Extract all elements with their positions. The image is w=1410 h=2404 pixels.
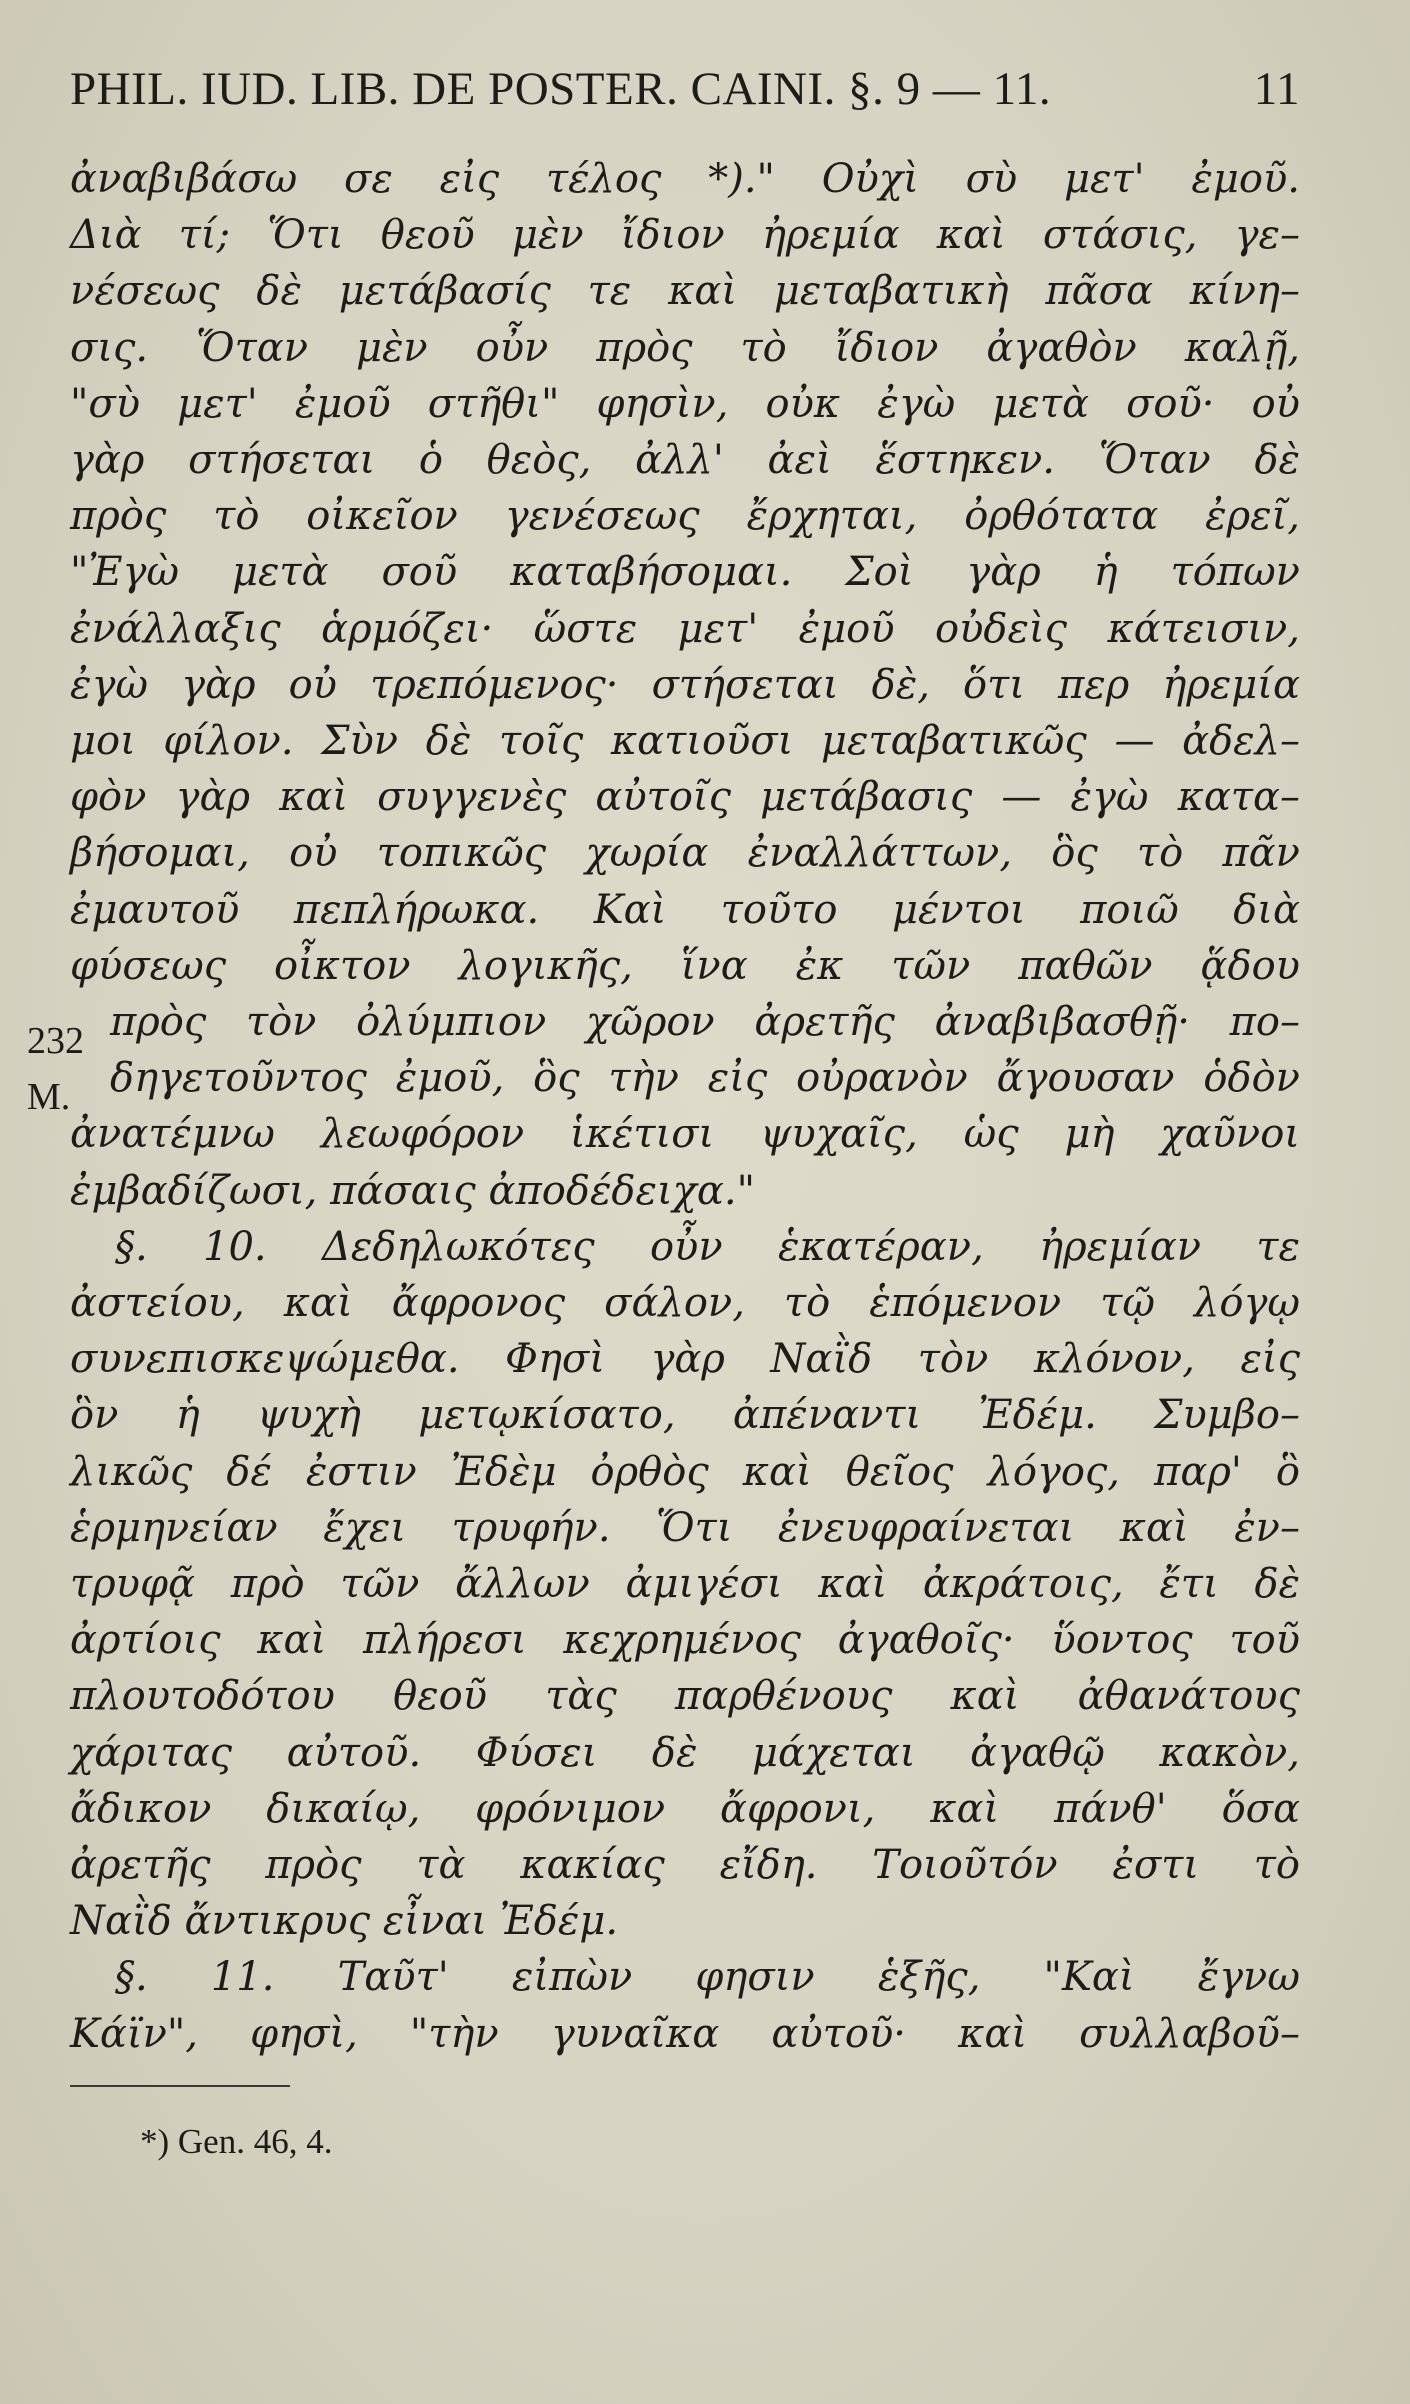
text-line: χάριτας αὐτοῦ. Φύσει δὲ μάχεται ἀγαθῷ κακὸν, [70,1730,1300,1776]
text-line: ἀναβιβάσω σε εἰς τέλος *)." Οὐχὶ σὺ μετ' ἐμοῦ. [70,156,1300,202]
text-line: ἐγὼ γὰρ οὐ τρεπόμενος· στήσεται δὲ, ὅτι περ ἠρεμία [70,662,1300,708]
text-line: ἀνατέμνω λεωφόρον ἱκέτισι ψυχαῖς, ὡς μὴ χαῦνοι [70,1111,1300,1157]
text-line: ἐμαυτοῦ πεπλήρωκα. Καὶ τοῦτο μέντοι ποιῶ διὰ [70,887,1300,933]
text-line: σις. Ὅταν μὲν οὖν πρὸς τὸ ἴδιον ἀγαθὸν καλῇ, [70,325,1300,371]
text-line: πλουτοδότου θεοῦ τὰς παρθένους καὶ ἀθανάτους [70,1673,1300,1719]
text-line: "Ἐγὼ μετὰ σοῦ καταβήσομαι. Σοὶ γὰρ ἡ τόπων [70,549,1300,595]
footnote-rule [70,2085,290,2087]
page-number: 11 [1253,63,1300,115]
margin-folio: 232 [27,1020,84,1062]
text-line: πρὸς τὸ οἰκεῖον γενέσεως ἔρχηται, ὀρθότατα ἐρεῖ, [70,493,1300,539]
text-line: μοι φίλον. Σὺν δὲ τοῖς κατιοῦσι μεταβατικῶς — ἀδελ– [70,718,1300,764]
text-line: λικῶς δέ ἐστιν Ἐδὲμ ὀρθὸς καὶ θεῖος λόγος, παρ' ὃ [70,1449,1300,1495]
text-line: τρυφᾷ πρὸ τῶν ἄλλων ἀμιγέσι καὶ ἀκράτοις, ἔτι δὲ [70,1561,1300,1607]
text-line: §. 10. Δεδηλωκότες οὖν ἑκατέραν, ἠρεμίαν τε [115,1224,1300,1270]
text-line: δηγετοῦντος ἐμοῦ, ὃς τὴν εἰς οὐρανὸν ἄγουσαν ὁδὸν [110,1055,1300,1101]
text-line: νέσεως δὲ μετάβασίς τε καὶ μεταβατικὴ πᾶσα κίνη– [70,268,1300,314]
text-line: συνεπισκεψώμεθα. Φησὶ γὰρ Ναῒδ τὸν κλόνον, εἰς [70,1336,1300,1382]
text-line: ἄδικον δικαίῳ, φρόνιμον ἄφρονι, καὶ πάνθ' ὅσα [70,1786,1300,1832]
text-line: ἐνάλλαξις ἁρμόζει· ὥστε μετ' ἐμοῦ οὐδεὶς κάτεισιν, [70,606,1300,652]
text-line: ἀρτίοις καὶ πλήρεσι κεχρημένος ἀγαθοῖς· ὕοντος τοῦ [70,1617,1300,1663]
text-line: ἀρετῆς πρὸς τὰ κακίας εἴδη. Τοιοῦτόν ἐστι τὸ [70,1842,1300,1888]
margin-edition: M. [27,1076,71,1118]
text-line: Διὰ τί; Ὅτι θεοῦ μὲν ἴδιον ἠρεμία καὶ στάσις, γε– [70,212,1300,258]
text-line: ἑρμηνείαν ἔχει τρυφήν. Ὅτι ἐνευφραίνεται καὶ ἐν– [70,1505,1300,1551]
text-line: Ναῒδ ἄντικρυς εἶναι Ἐδέμ. [70,1898,619,1944]
text-line: "σὺ μετ' ἐμοῦ στῆθι" φησὶν, οὐκ ἐγὼ μετὰ σοῦ· οὐ [70,381,1300,427]
text-line: βήσομαι, οὐ τοπικῶς χωρία ἐναλλάττων, ὃς τὸ πᾶν [70,830,1300,876]
text-line: Κάϊν", φησὶ, "τὴν γυναῖκα αὐτοῦ· καὶ συλλαβοῦ– [70,2011,1300,2057]
text-line: φύσεως οἶκτον λογικῆς, ἵνα ἐκ τῶν παθῶν ᾅδου [70,943,1300,989]
text-line: φὸν γὰρ καὶ συγγενὲς αὐτοῖς μετάβασις — ἐγὼ κατα– [70,774,1300,820]
text-line: πρὸς τὸν ὀλύμπιον χῶρον ἀρετῆς ἀναβιβασθῇ· πο– [110,999,1300,1045]
footnote: *) Gen. 46, 4. [140,2122,333,2161]
text-line: §. 11. Ταῦτ' εἰπὼν φησιν ἑξῆς, "Καὶ ἔγνω [115,1954,1300,2000]
running-title: PHIL. IUD. LIB. DE POSTER. CAINI. §. 9 — 11. [70,63,1052,115]
running-header [70,62,1300,124]
text-line: ἀστείου, καὶ ἄφρονος σάλον, τὸ ἑπόμενον τῷ λόγῳ [70,1280,1300,1326]
text-line: γὰρ στήσεται ὁ θεὸς, ἀλλ' ἀεὶ ἕστηκεν. Ὅταν δὲ [70,437,1300,483]
text-line: ὃν ἡ ψυχὴ μετῳκίσατο, ἀπέναντι Ἐδέμ. Συμβο– [70,1392,1300,1438]
text-line: ἐμβαδίζωσι, πάσαις ἀποδέδειχα." [70,1168,756,1214]
